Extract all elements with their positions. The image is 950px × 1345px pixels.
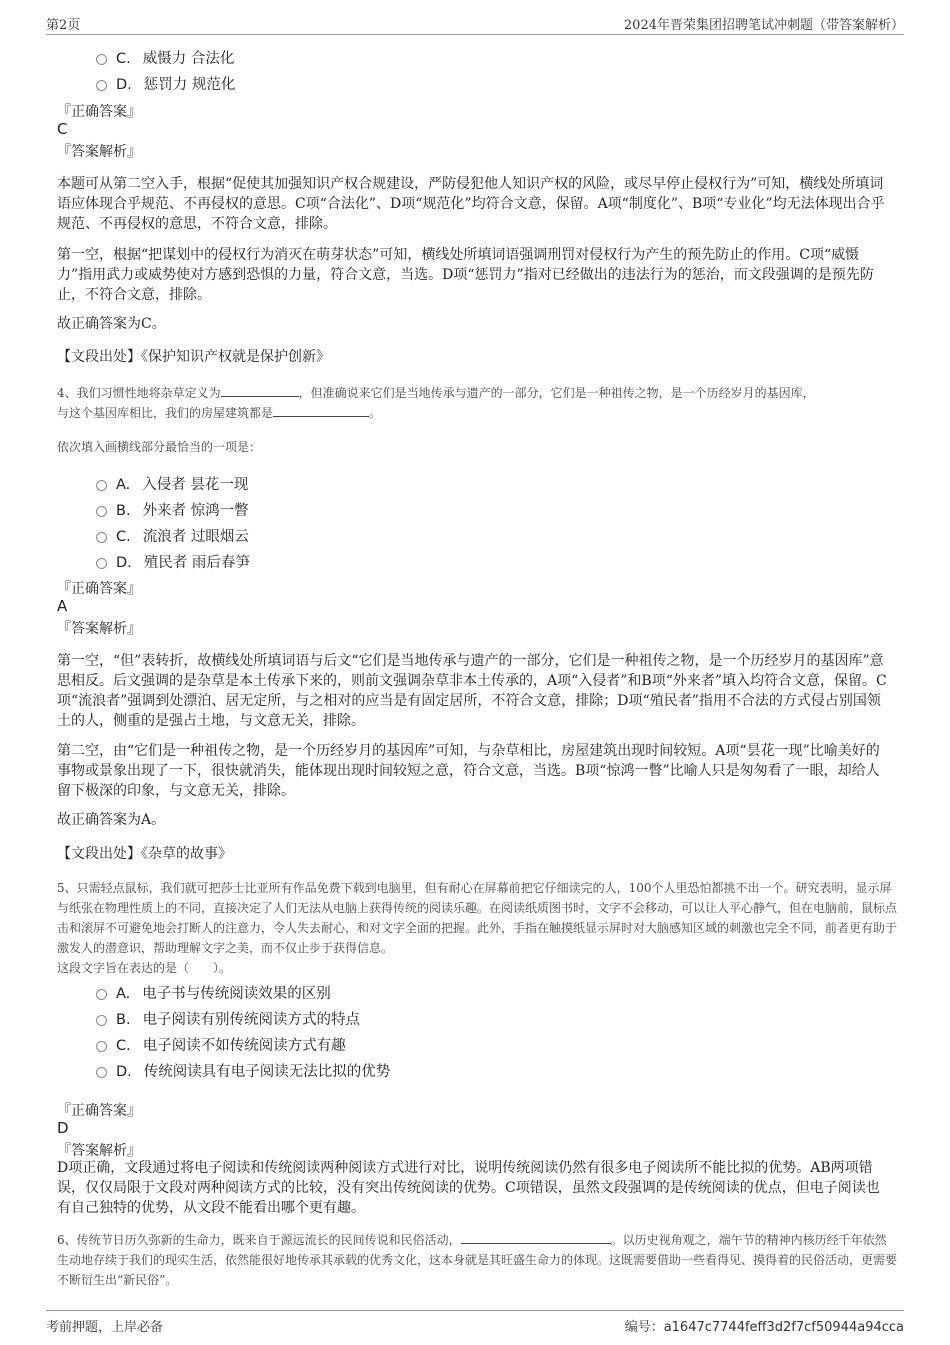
radio-icon[interactable] bbox=[96, 480, 107, 491]
page-number: 第2页 bbox=[46, 18, 81, 33]
q3-option-d[interactable]: D. 惩罚力 规范化 bbox=[96, 73, 235, 94]
radio-icon[interactable] bbox=[96, 532, 107, 543]
q4-instruction: 依次填入画横线部分最恰当的一项是： bbox=[57, 440, 262, 454]
radio-icon[interactable] bbox=[96, 506, 107, 517]
q4-analysis-label: 『答案解析』 bbox=[57, 621, 141, 637]
q3-answer: C bbox=[57, 120, 68, 138]
q5-answer: D bbox=[57, 1119, 69, 1137]
radio-icon[interactable] bbox=[96, 558, 107, 569]
radio-icon[interactable] bbox=[96, 1015, 107, 1026]
q6-stem: 6、传统节日历久弥新的生命力，既来自于源远流长的民间传说和民俗活动， 。以历史视角观之，端午节的精神内核历经千年依然生动地存续于我们的现实生活，依然能很好地传承其承载的优秀文化，这本身就是其旺盛生命力的体现。这既需要借助一些看得见、摸得着的民俗活动，更需要不断衍生出“新民俗”。 bbox=[57, 1233, 898, 1287]
q3-answer-label: 『正确答案』 bbox=[57, 104, 141, 120]
radio-icon[interactable] bbox=[96, 1041, 107, 1052]
q5-answer-label: 『正确答案』 bbox=[57, 1103, 141, 1119]
q3-source: 【文段出处】《保护知识产权就是保护创新》 bbox=[57, 349, 330, 365]
radio-icon[interactable] bbox=[96, 54, 107, 65]
q4-option-d[interactable]: D. 殖民者 雨后春笋 bbox=[96, 551, 250, 572]
q4-stem: 4、我们习惯性地将杂草定义为 ，但准确说来它们是当地传承与遗产的一部分，它们是一种祖传之物，是一个历经岁月的基因库， 与这个基因库相比，我们的房屋建筑都是 。 bbox=[57, 386, 815, 420]
q4-answer: A bbox=[57, 597, 68, 615]
page-header bbox=[46, 14, 904, 35]
q3-option-c[interactable]: C. 威慑力 合法化 bbox=[96, 47, 234, 68]
q4-option-b[interactable]: B. 外来者 惊鸿一瞥 bbox=[96, 499, 249, 520]
q3-analysis-label: 『答案解析』 bbox=[57, 144, 141, 160]
q4-option-c[interactable]: C. 流浪者 过眼烟云 bbox=[96, 525, 249, 546]
q3-analysis-para1: 本题可从第二空入手，根据“促使其加强知识产权合规建设，严防侵犯他人知识产权的风险，或尽早停止侵权行为”可知，横线处所填词语应体现合乎规范、不再侵权的意思。C项“合法化”、D项“规范化”均符合文意，保留。A项“制度化”、B项“专业化”均无法体现出合乎规范、不再侵权的意思，不符合文意，排除。 bbox=[57, 176, 885, 232]
q5-option-a[interactable]: A. 电子书与传统阅读效果的区别 bbox=[96, 982, 331, 1003]
q4-source: 【文段出处】《杂草的故事》 bbox=[57, 846, 232, 862]
q5-stem: 5、只需轻点鼠标，我们就可把莎士比亚所有作品免费下载到电脑里，但有耐心在屏幕前把它仔细读完的人，100个人里恐怕都挑不出一个。研究表明，显示屏与纸张在物理性质上的不同，直接决定了人们无法从电脑上获得传统的阅读乐趣。在阅读纸质图书时，文字不会移动，可以让人平心静气，但在电脑前，鼠标点击和滚屏不可避免地会打断人的注意力，令人失去耐心，和对文字全面的把握。此外，手指在触摸纸显示屏时对大脑感知区域的刺激也完全不同，前者更有助于激发人的潜意识，帮助理解文字之美，而不仅止步于获得信息。 bbox=[57, 881, 898, 955]
fill-blank-3 bbox=[461, 1231, 611, 1244]
footer-slogan: 考前押题，上岸必备 bbox=[46, 1320, 164, 1335]
q4-analysis-para2: 第二空，由“它们是一种祖传之物，是一个历经岁月的基因库”可知，与杂草相比，房屋建筑出现时间较短。A项“昙花一现”比喻美好的事物或景象出现了一下，很快就消失，能体现出现时间较短之意，符合文意，当选。B项“惊鸿一瞥”比喻人只是匆匆看了一眼，却给人留下极深的印象，与文意无关，排除。 bbox=[57, 743, 880, 799]
fill-blank-2 bbox=[273, 404, 369, 417]
radio-icon[interactable] bbox=[96, 1067, 107, 1078]
radio-icon[interactable] bbox=[96, 989, 107, 1000]
q4-conclusion: 故正确答案为A。 bbox=[57, 812, 166, 828]
q4-analysis-para1: 第一空，“但”表转折，故横线处所填词语与后文“它们是当地传承与遗产的一部分，它们是一种祖传之物，是一个历经岁月的基因库”意思相反。后文强调的是杂草是本土传承下来的，则前文强调杂草非本土传承的，A项“入侵者”和B项“外来者”填入均符合文意，保留。C项“流浪者”强调到处漂泊、居无定所，与之相对的应当是有固定居所，不符合文意，排除；D项“殖民者”指用不合法的方式侵占别国领土的人，侧重的是强占土地，与文意无关，排除。 bbox=[57, 653, 887, 729]
radio-icon[interactable] bbox=[96, 80, 107, 91]
document-id: 编号：a1647c7744feff3d2f7cf50944a94cca bbox=[624, 1320, 904, 1335]
q5-analysis-label: 『答案解析』 bbox=[57, 1143, 141, 1159]
q3-analysis-para2: 第一空，根据“把谋划中的侵权行为消灭在萌芽状态”可知，横线处所填词语强调刑罚对侵权行为产生的预先防止的作用。C项“威慑力”指用武力或威势使对方感到恐惧的力量，符合文意，当选。D项“惩罚力”指对已经做出的违法行为的惩治，而文段强调的是预先防止，不符合文意，排除。 bbox=[57, 247, 874, 303]
q5-analysis: D项正确，文段通过将电子阅读和传统阅读两种阅读方式进行对比，说明传统阅读仍然有很多电子阅读所不能比拟的优势。AB两项错误，仅仅局限于文段对两种阅读方式的比较，没有突出传统阅读的优势。C项错误，虽然文段强调的是传统阅读的优点，但电子阅读也有自己独特的优势，从文段不能看出哪个更有趣。 bbox=[57, 1160, 880, 1216]
q5-prompt: 这段文字旨在表达的是（ ）。 bbox=[57, 961, 232, 975]
q3-conclusion: 故正确答案为C。 bbox=[57, 316, 166, 332]
q4-option-a[interactable]: A. 入侵者 昙花一现 bbox=[96, 473, 248, 494]
q5-option-d[interactable]: D. 传统阅读具有电子阅读无法比拟的优势 bbox=[96, 1060, 390, 1081]
document-title: 2024年晋荣集团招聘笔试冲刺题（带答案解析） bbox=[623, 18, 904, 33]
fill-blank-1 bbox=[221, 384, 299, 397]
q4-answer-label: 『正确答案』 bbox=[57, 581, 141, 597]
q5-option-b[interactable]: B. 电子阅读有别传统阅读方式的特点 bbox=[96, 1008, 360, 1029]
q5-option-c[interactable]: C. 电子阅读不如传统阅读方式有趣 bbox=[96, 1034, 346, 1055]
page-footer bbox=[46, 1310, 904, 1335]
